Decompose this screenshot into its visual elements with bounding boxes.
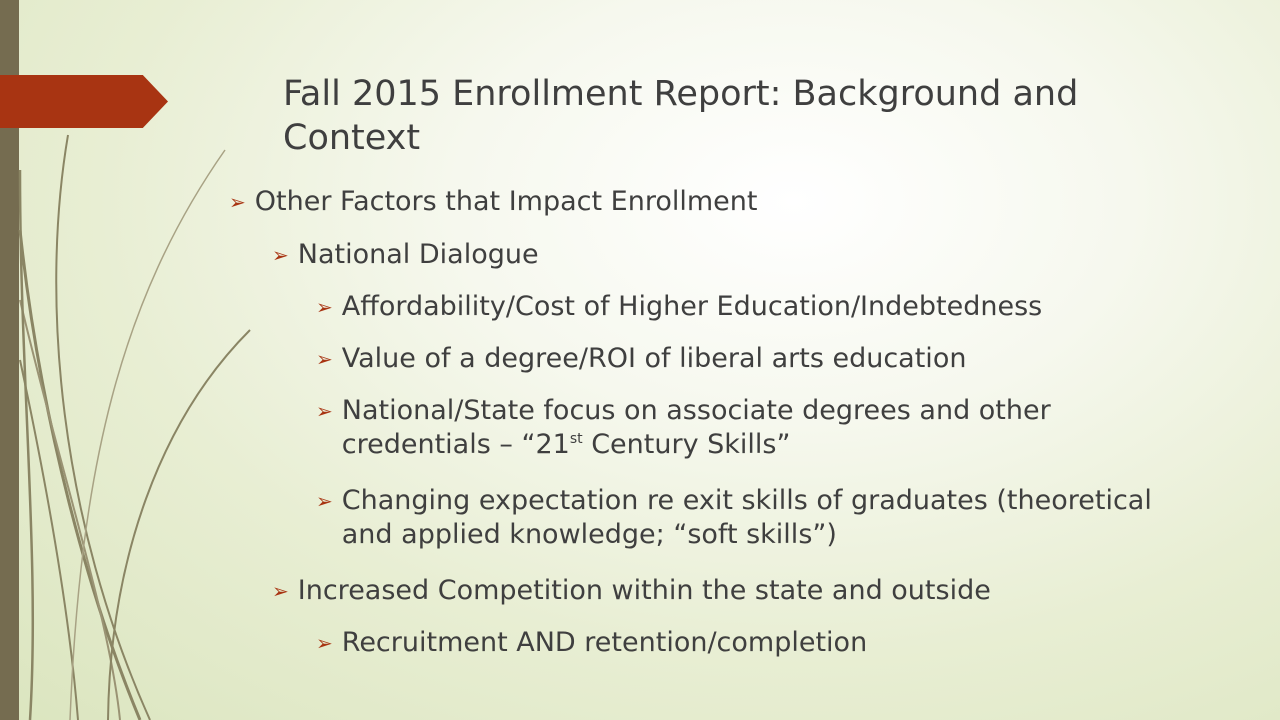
arrow-bullet-icon: ➢ [316, 347, 333, 371]
bullet-text: Increased Competition within the state and outside [297, 575, 991, 606]
bullet-text: Affordability/Cost of Higher Education/Indebtedness [341, 291, 1043, 322]
bullet-level1 [229, 185, 1229, 219]
arrow-bullet-icon: ➢ [229, 190, 246, 214]
bullet-level3 [316, 394, 1196, 462]
bullet-level3 [316, 342, 1216, 376]
bullet-text: Other Factors that Impact Enrollment [254, 186, 758, 217]
bullet-level3 [316, 626, 1216, 660]
arrow-bullet-icon: ➢ [316, 489, 333, 513]
slide-title: Fall 2015 Enrollment Report: Background and Context [283, 74, 1079, 158]
bullet-text: Recruitment AND retention/completion [341, 627, 868, 658]
bullet-text: National Dialogue [297, 239, 539, 270]
arrow-bullet-icon: ➢ [316, 631, 333, 655]
bullet-level2 [272, 238, 1232, 272]
arrow-bullet-icon: ➢ [316, 295, 333, 319]
bullet-text: Value of a degree/ROI of liberal arts education [341, 343, 967, 374]
bullet-text: National/State focus on associate degrees and other credentials – “21st Century Skills” [341, 395, 1051, 460]
bullet-level3 [316, 290, 1216, 324]
bullet-text: Changing expectation re exit skills of graduates (theoretical and applied knowledge; “soft skills”) [341, 485, 1152, 550]
bullet-level2 [272, 574, 1232, 608]
bullet-level3 [316, 484, 1176, 552]
arrow-bullet-icon: ➢ [272, 243, 289, 267]
arrow-bullet-icon: ➢ [316, 399, 333, 423]
arrow-bullet-icon: ➢ [272, 579, 289, 603]
